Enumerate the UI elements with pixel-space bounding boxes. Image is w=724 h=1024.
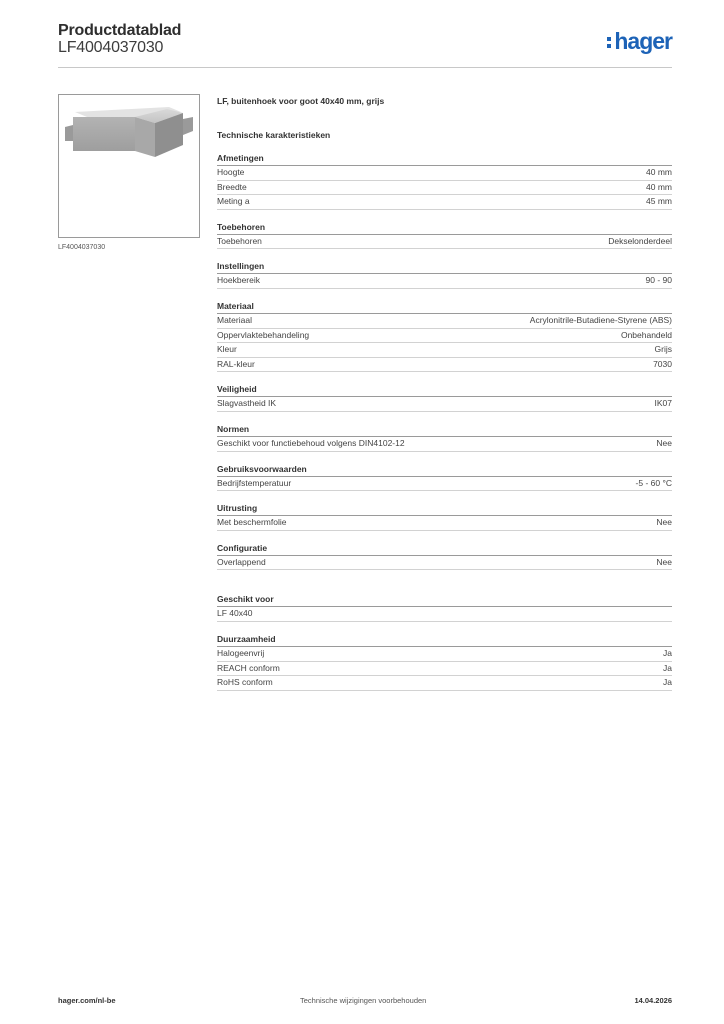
spec-row [217, 556, 672, 571]
spec-section [217, 593, 672, 622]
spec-value: Dekselonderdeel [608, 235, 672, 246]
section-title: Normen [217, 423, 672, 437]
section-title: Materiaal [217, 300, 672, 314]
section-title: Toebehoren [217, 221, 672, 235]
spec-value: IK07 [654, 398, 672, 409]
spec-value: Ja [663, 647, 672, 658]
spec-label: Geschikt voor functiebehoud volgens DIN4102-12 [217, 437, 405, 448]
spec-label: RAL-kleur [217, 358, 255, 369]
section-title: Gebruiksvoorwaarden [217, 463, 672, 477]
spec-label: LF 40x40 [217, 608, 253, 619]
spec-label: Met beschermfolie [217, 517, 287, 528]
spec-row [217, 166, 672, 181]
section-title: Uitrusting [217, 502, 672, 516]
spec-row [217, 607, 672, 622]
logo-dots-icon [607, 35, 611, 49]
spec-value: 40 mm [646, 181, 672, 192]
spec-label: Toebehoren [217, 235, 262, 246]
spec-section [217, 463, 672, 492]
spec-row [217, 676, 672, 691]
page-footer [58, 996, 672, 1010]
section-title: Veiligheid [217, 383, 672, 397]
section-spacer [217, 581, 672, 593]
technical-heading: Technische karakteristieken [217, 130, 331, 140]
spec-row [217, 437, 672, 452]
section-title: Configuratie [217, 542, 672, 556]
product-image [58, 94, 200, 238]
spec-row [217, 235, 672, 250]
spec-value: 90 - 90 [645, 275, 672, 286]
document-title: Productdatablad [58, 22, 182, 39]
spec-value: Nee [656, 437, 672, 448]
spec-label: Materiaal [217, 314, 252, 325]
spec-value: Ja [663, 677, 672, 688]
spec-label: Kleur [217, 344, 237, 355]
spec-row [217, 343, 672, 358]
header-divider [58, 67, 672, 68]
corner-piece-product-photo [59, 95, 199, 237]
spec-label: Breedte [217, 181, 247, 192]
spec-row [217, 516, 672, 531]
logo-text: hager [614, 28, 672, 54]
spec-section [217, 502, 672, 531]
spec-label: RoHS conform [217, 677, 273, 688]
spec-value: Onbehandeld [620, 329, 672, 340]
spec-section [217, 300, 672, 372]
spec-value: -5 - 60 °C [635, 477, 672, 488]
spec-label: Meting a [217, 196, 250, 207]
section-title: Duurzaamheid [217, 633, 672, 647]
spec-row [217, 647, 672, 662]
spec-value: Ja [663, 662, 672, 673]
footer-disclaimer: Technische wijzigingen voorbehouden [300, 996, 427, 1005]
spec-value: 45 mm [646, 196, 672, 207]
spec-label: Slagvastheid IK [217, 398, 277, 409]
spec-row [217, 195, 672, 210]
spec-section [217, 542, 672, 571]
spec-label: Oppervlaktebehandeling [217, 329, 310, 340]
spec-section [217, 423, 672, 452]
spec-value: Nee [656, 556, 672, 567]
spec-value: 40 mm [646, 167, 672, 177]
spec-row [217, 358, 672, 373]
hager-logo [607, 28, 672, 55]
spec-label: Hoekbereik [217, 275, 260, 286]
spec-row [217, 329, 672, 344]
spec-section [217, 260, 672, 289]
spec-label: Hoogte [217, 167, 245, 177]
spec-row [217, 181, 672, 196]
spec-label: Overlappend [217, 556, 266, 567]
section-title: Afmetingen [217, 152, 672, 166]
footer-date: 14.04.2026 [634, 996, 672, 1005]
spec-section [217, 633, 672, 691]
footer-website: hager.com/nl-be [58, 996, 116, 1005]
spec-row [217, 314, 672, 329]
product-code: LF4004037030 [58, 39, 164, 56]
page-header [58, 20, 672, 68]
spec-row [217, 477, 672, 492]
image-caption: LF4004037030 [58, 244, 106, 251]
spec-value: Grijs [654, 344, 672, 355]
spec-value: 7030 [653, 358, 672, 369]
product-description: LF, buitenhoek voor goot 40x40 mm, grijs [217, 96, 385, 106]
section-title: Geschikt voor [217, 593, 672, 607]
section-title: Instellingen [217, 260, 672, 274]
spec-row [217, 397, 672, 412]
spec-label: REACH conform [217, 662, 280, 673]
spec-section [217, 152, 672, 210]
spec-row [217, 662, 672, 677]
spec-label: Halogeenvrij [217, 647, 265, 658]
spec-section [217, 383, 672, 412]
spec-label: Bedrijfstemperatuur [217, 477, 292, 488]
spec-row [217, 274, 672, 289]
spec-value: Acrylonitrile-Butadiene-Styrene (ABS) [529, 314, 672, 325]
spec-section [217, 221, 672, 250]
spec-value: Nee [656, 517, 672, 528]
spec-sections [217, 152, 672, 691]
product-data [217, 96, 672, 702]
